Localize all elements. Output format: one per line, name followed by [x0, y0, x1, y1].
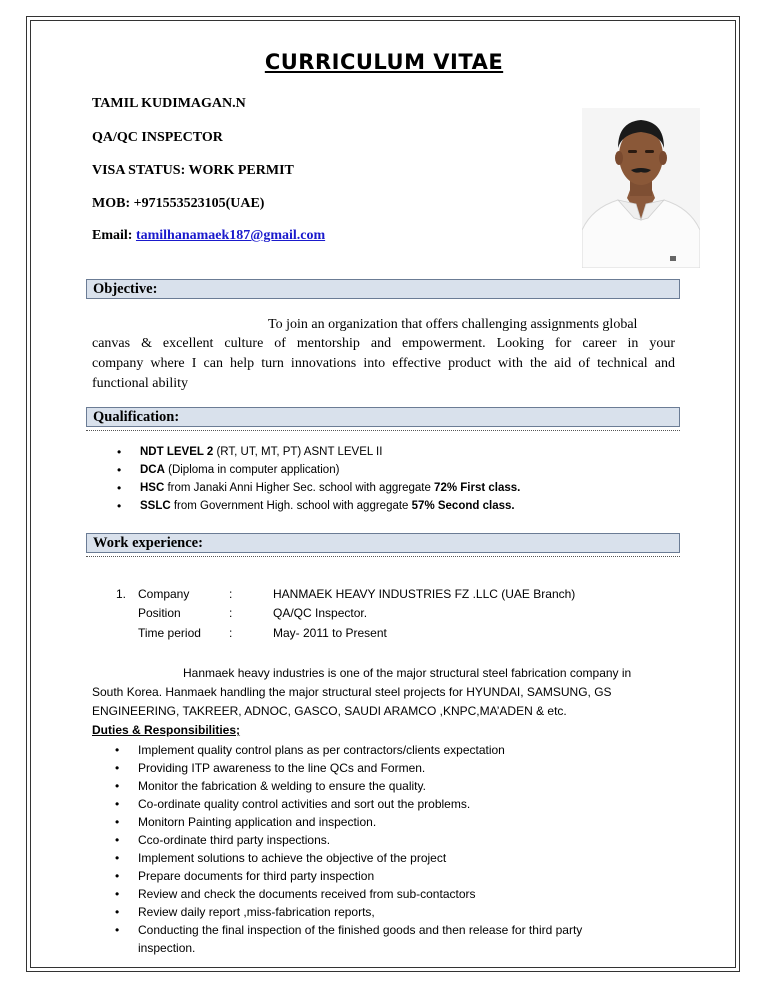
list-item [112, 461, 520, 479]
work-period-label: Time period [138, 626, 201, 640]
section-header-objective: Objective: [86, 279, 680, 299]
document-title: CURRICULUM VITAE [264, 50, 504, 74]
qualification-list [112, 443, 520, 515]
duty-text: Implement solutions to achieve the objective of the project [138, 851, 447, 865]
list-item [110, 867, 582, 885]
bullet-icon: • [115, 779, 120, 793]
qualification-grade: 57% Second class. [411, 500, 515, 512]
qualification-title: DCA [140, 464, 165, 476]
work-company-value: HANMAEK HEAVY INDUSTRIES FZ .LLC (UAE Branch) [273, 587, 576, 601]
visa-status: VISA STATUS: WORK PERMIT [92, 163, 294, 178]
section-header-work-experience: Work experience: [86, 533, 680, 553]
duty-text: Conducting the final inspection of the finished goods and then release for third party [138, 923, 583, 937]
qualification-detail: from Government High. school with aggregate [170, 500, 412, 512]
work-item-number: 1. [116, 587, 127, 601]
duties-heading: Duties & Responsibilities; [92, 723, 241, 737]
candidate-position: QA/QC INSPECTOR [92, 130, 223, 145]
bullet-icon: • [115, 743, 120, 757]
email-line [92, 228, 325, 244]
section-divider [86, 430, 680, 431]
list-item [110, 777, 582, 795]
duty-text-continued: inspection. [138, 941, 196, 955]
objective-line-4: functional ability [92, 376, 189, 391]
duty-text: Review daily report ,miss-fabrication reports, [138, 905, 375, 919]
bullet-icon: • [115, 905, 120, 919]
section-header-qualification: Qualification: [86, 407, 680, 427]
mobile-number: MOB: +971553523105(UAE) [92, 196, 265, 211]
company-description-line-1: Hanmaek heavy industries is one of the major structural steel fabrication company in [183, 666, 632, 680]
duty-text: Implement quality control plans as per contractors/clients expectation [138, 743, 505, 757]
qualification-detail: from Janaki Anni Higher Sec. school with aggregate [164, 482, 435, 494]
work-position-sep: : [229, 606, 233, 620]
duty-text: Co-ordinate quality control activities and sort out the problems. [138, 797, 471, 811]
bullet-icon: • [117, 481, 122, 495]
qualification-title: NDT LEVEL 2 [140, 446, 214, 458]
profile-photo [582, 108, 700, 268]
list-item [110, 939, 582, 957]
bullet-icon: • [115, 815, 120, 829]
work-position-value: QA/QC Inspector. [273, 606, 368, 620]
bullet-icon: • [115, 887, 120, 901]
bullet-icon: • [117, 499, 122, 513]
bullet-icon: • [115, 923, 120, 937]
duties-list [110, 741, 582, 957]
qualification-detail: (Diploma in computer application) [164, 464, 340, 476]
list-item [110, 831, 582, 849]
list-item [112, 497, 520, 515]
bullet-icon: • [117, 445, 122, 459]
list-item [110, 885, 582, 903]
duty-text: Cco-ordinate third party inspections. [138, 833, 331, 847]
bullet-icon: • [115, 851, 120, 865]
email-label: Email: [92, 228, 133, 243]
profile-photo-drawing [582, 108, 700, 268]
work-period-value: May- 2011 to Present [273, 626, 387, 640]
qualification-title: SSLC [140, 500, 171, 512]
work-company-sep: : [229, 587, 233, 601]
list-item [112, 479, 520, 497]
duty-text: Monitorn Painting application and inspection. [138, 815, 377, 829]
company-description-line-3: ENGINEERING, TAKREER, ADNOC, GASCO, SAUDI ARAMCO ,KNPC,MA’ADEN & etc. [92, 704, 567, 718]
bullet-icon: • [115, 761, 120, 775]
bullet-icon: • [115, 797, 120, 811]
duty-text: Monitor the fabrication & welding to ensure the quality. [138, 779, 426, 793]
section-divider [86, 556, 680, 557]
bullet-icon: • [115, 869, 120, 883]
work-position-label: Position [138, 606, 181, 620]
bullet-icon: • [117, 463, 122, 477]
duty-text: Review and check the documents received from sub-contactors [138, 887, 476, 901]
qualification-title: HSC [140, 482, 165, 494]
objective-line-3: company where I can help turn innovations into effective product with the aid of technical and [92, 356, 675, 371]
list-item [110, 759, 582, 777]
qualification-detail: (RT, UT, MT, PT) ASNT LEVEL II [213, 446, 383, 458]
email-link[interactable]: tamilhanamaek187@gmail.com [135, 228, 326, 243]
work-period-sep: : [229, 626, 233, 640]
candidate-name: TAMIL KUDIMAGAN.N [92, 96, 246, 111]
bullet-icon: • [115, 833, 120, 847]
objective-line-1: To join an organization that offers challenging assignments global [268, 317, 638, 332]
list-item [110, 849, 582, 867]
list-item [112, 443, 520, 461]
qualification-grade: 72% First class. [434, 482, 521, 494]
work-company-label: Company [138, 587, 190, 601]
list-item [110, 921, 582, 939]
list-item [110, 795, 582, 813]
company-description-line-2: South Korea. Hanmaek handling the major structural steel projects for HYUNDAI, SAMSUNG, GS [92, 685, 612, 699]
list-item [110, 741, 582, 759]
objective-line-2: canvas & excellent culture of mentorship and empowerment. Looking for career in your [92, 336, 675, 351]
list-item [110, 903, 582, 921]
duty-text: Providing ITP awareness to the line QCs and Formen. [138, 761, 426, 775]
list-item [110, 813, 582, 831]
duty-text: Prepare documents for third party inspection [138, 869, 375, 883]
